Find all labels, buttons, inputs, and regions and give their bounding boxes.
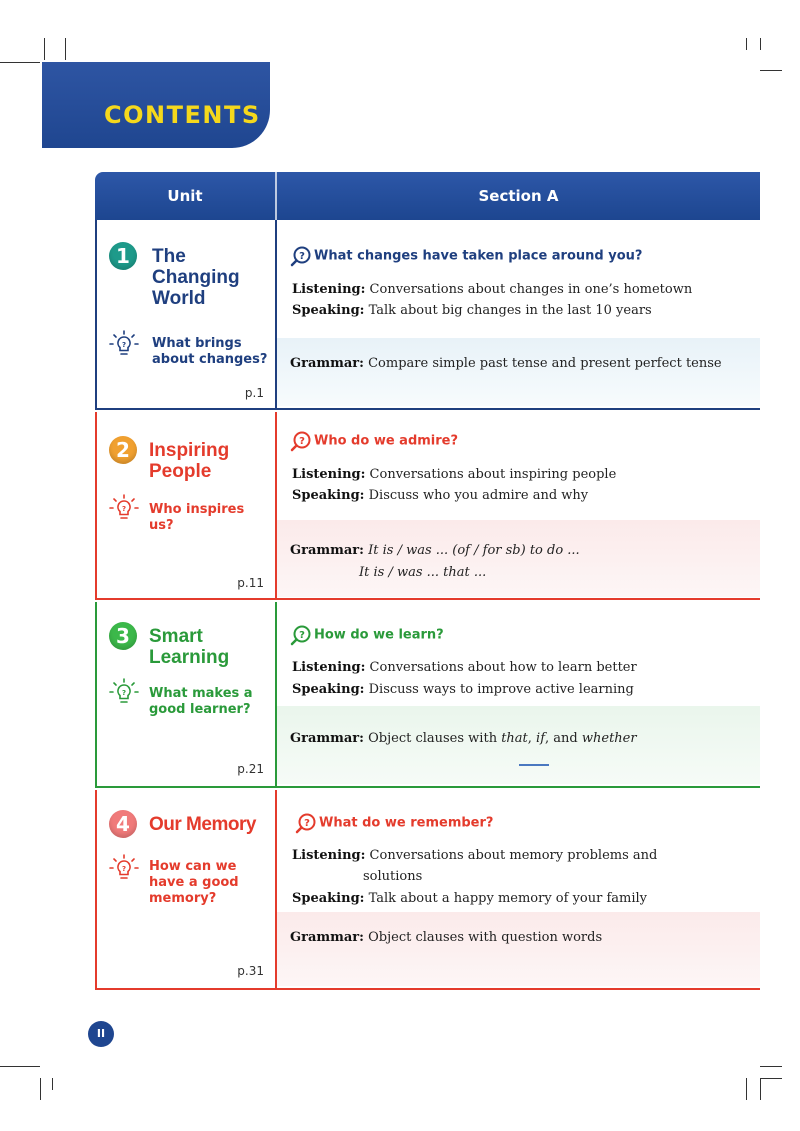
section-question: ? What changes have taken place around you? <box>290 245 642 267</box>
question-magnifier-icon <box>290 624 312 646</box>
row-left-border <box>95 602 97 788</box>
unit-title[interactable]: Our Memory <box>149 814 256 835</box>
svg-text:?: ? <box>299 436 305 447</box>
svg-text:?: ? <box>121 865 127 873</box>
table-header <box>95 172 760 220</box>
grammar-line-2: It is / was ... that ... <box>359 565 487 580</box>
unit-number-badge: 3 <box>109 622 137 650</box>
grammar-line: Grammar: Compare simple past tense and present perfect tense <box>290 356 722 371</box>
unit-title[interactable]: The Changing World <box>152 246 240 309</box>
speaking-line: Speaking: Talk about a happy memory of your family <box>292 891 648 906</box>
row-bottom-border <box>95 598 760 601</box>
unit-title[interactable]: Inspiring People <box>149 440 230 482</box>
unit-number-badge: 2 <box>109 436 137 464</box>
svg-text:?: ? <box>299 630 305 641</box>
unit-row-2[interactable] <box>95 412 760 600</box>
listening-line: Listening: Conversations about changes in one’s hometown <box>292 282 693 297</box>
unit-page-number[interactable]: p.21 <box>237 762 264 776</box>
unit-title[interactable]: Smart Learning <box>149 626 230 668</box>
unit-number-badge: 4 <box>109 810 137 838</box>
unit-row-1[interactable] <box>95 220 760 410</box>
grammar-line: Grammar: Object clauses with question words <box>290 930 603 945</box>
row-bottom-border <box>95 786 760 789</box>
lightbulb-icon <box>109 330 139 360</box>
lightbulb-icon <box>109 854 139 884</box>
unit-row-3[interactable] <box>95 602 760 788</box>
unit-page-number[interactable]: p.11 <box>237 576 264 590</box>
grammar-line: Grammar: It is / was ... (of / for sb) to do ... <box>290 543 580 558</box>
section-question: ? What do we remember? <box>295 812 493 834</box>
section-question: ? How do we learn? <box>290 624 444 646</box>
speaking-line: Speaking: Discuss who you admire and why <box>292 488 589 503</box>
question-magnifier-icon <box>295 812 317 834</box>
big-question: What makes a good learner? <box>149 686 253 717</box>
big-question: How can we have a good memory? <box>149 859 239 906</box>
lightbulb-icon <box>109 678 139 708</box>
big-question: Who inspires us? <box>149 502 245 533</box>
question-magnifier-icon <box>290 430 312 452</box>
row-left-border <box>95 220 97 410</box>
unit-row-4[interactable] <box>95 790 760 990</box>
listening-line: Listening: Conversations about memory problems and <box>292 848 658 863</box>
page-title: CONTENTS <box>104 101 261 129</box>
speaking-line: Speaking: Discuss ways to improve active learning <box>292 682 634 697</box>
svg-text:?: ? <box>121 689 127 697</box>
unit-page-number[interactable]: p.31 <box>237 964 264 978</box>
question-magnifier-icon <box>290 245 312 267</box>
section-question: ? Who do we admire? <box>290 430 458 452</box>
section-a-column-header: Section A <box>478 187 559 205</box>
grammar-background <box>277 338 760 406</box>
svg-text:?: ? <box>304 818 310 829</box>
unit-page-number[interactable]: p.1 <box>244 386 264 400</box>
listening-line: Listening: Conversations about inspiring people <box>292 467 617 482</box>
grammar-background <box>277 912 760 986</box>
unit-column-header: Unit <box>167 187 203 205</box>
row-bottom-border <box>95 988 760 991</box>
svg-text:?: ? <box>121 341 127 349</box>
speaking-line: Speaking: Talk about big changes in the last 10 years <box>292 303 652 318</box>
decorative-dash <box>519 764 549 766</box>
grammar-line: Grammar: Object clauses with that, if, and whether <box>290 731 637 746</box>
row-bottom-border <box>95 408 760 411</box>
listening-line-2: solutions <box>363 869 423 884</box>
page-number-badge: II <box>88 1021 114 1047</box>
listening-line: Listening: Conversations about how to learn better <box>292 660 637 675</box>
lightbulb-icon <box>109 494 139 524</box>
grammar-background <box>277 520 760 597</box>
big-question: What brings about changes? <box>152 336 268 367</box>
svg-text:?: ? <box>299 251 305 262</box>
unit-number-badge: 1 <box>109 242 137 270</box>
row-left-border <box>95 790 97 990</box>
svg-text:?: ? <box>121 505 127 513</box>
row-left-border <box>95 412 97 600</box>
